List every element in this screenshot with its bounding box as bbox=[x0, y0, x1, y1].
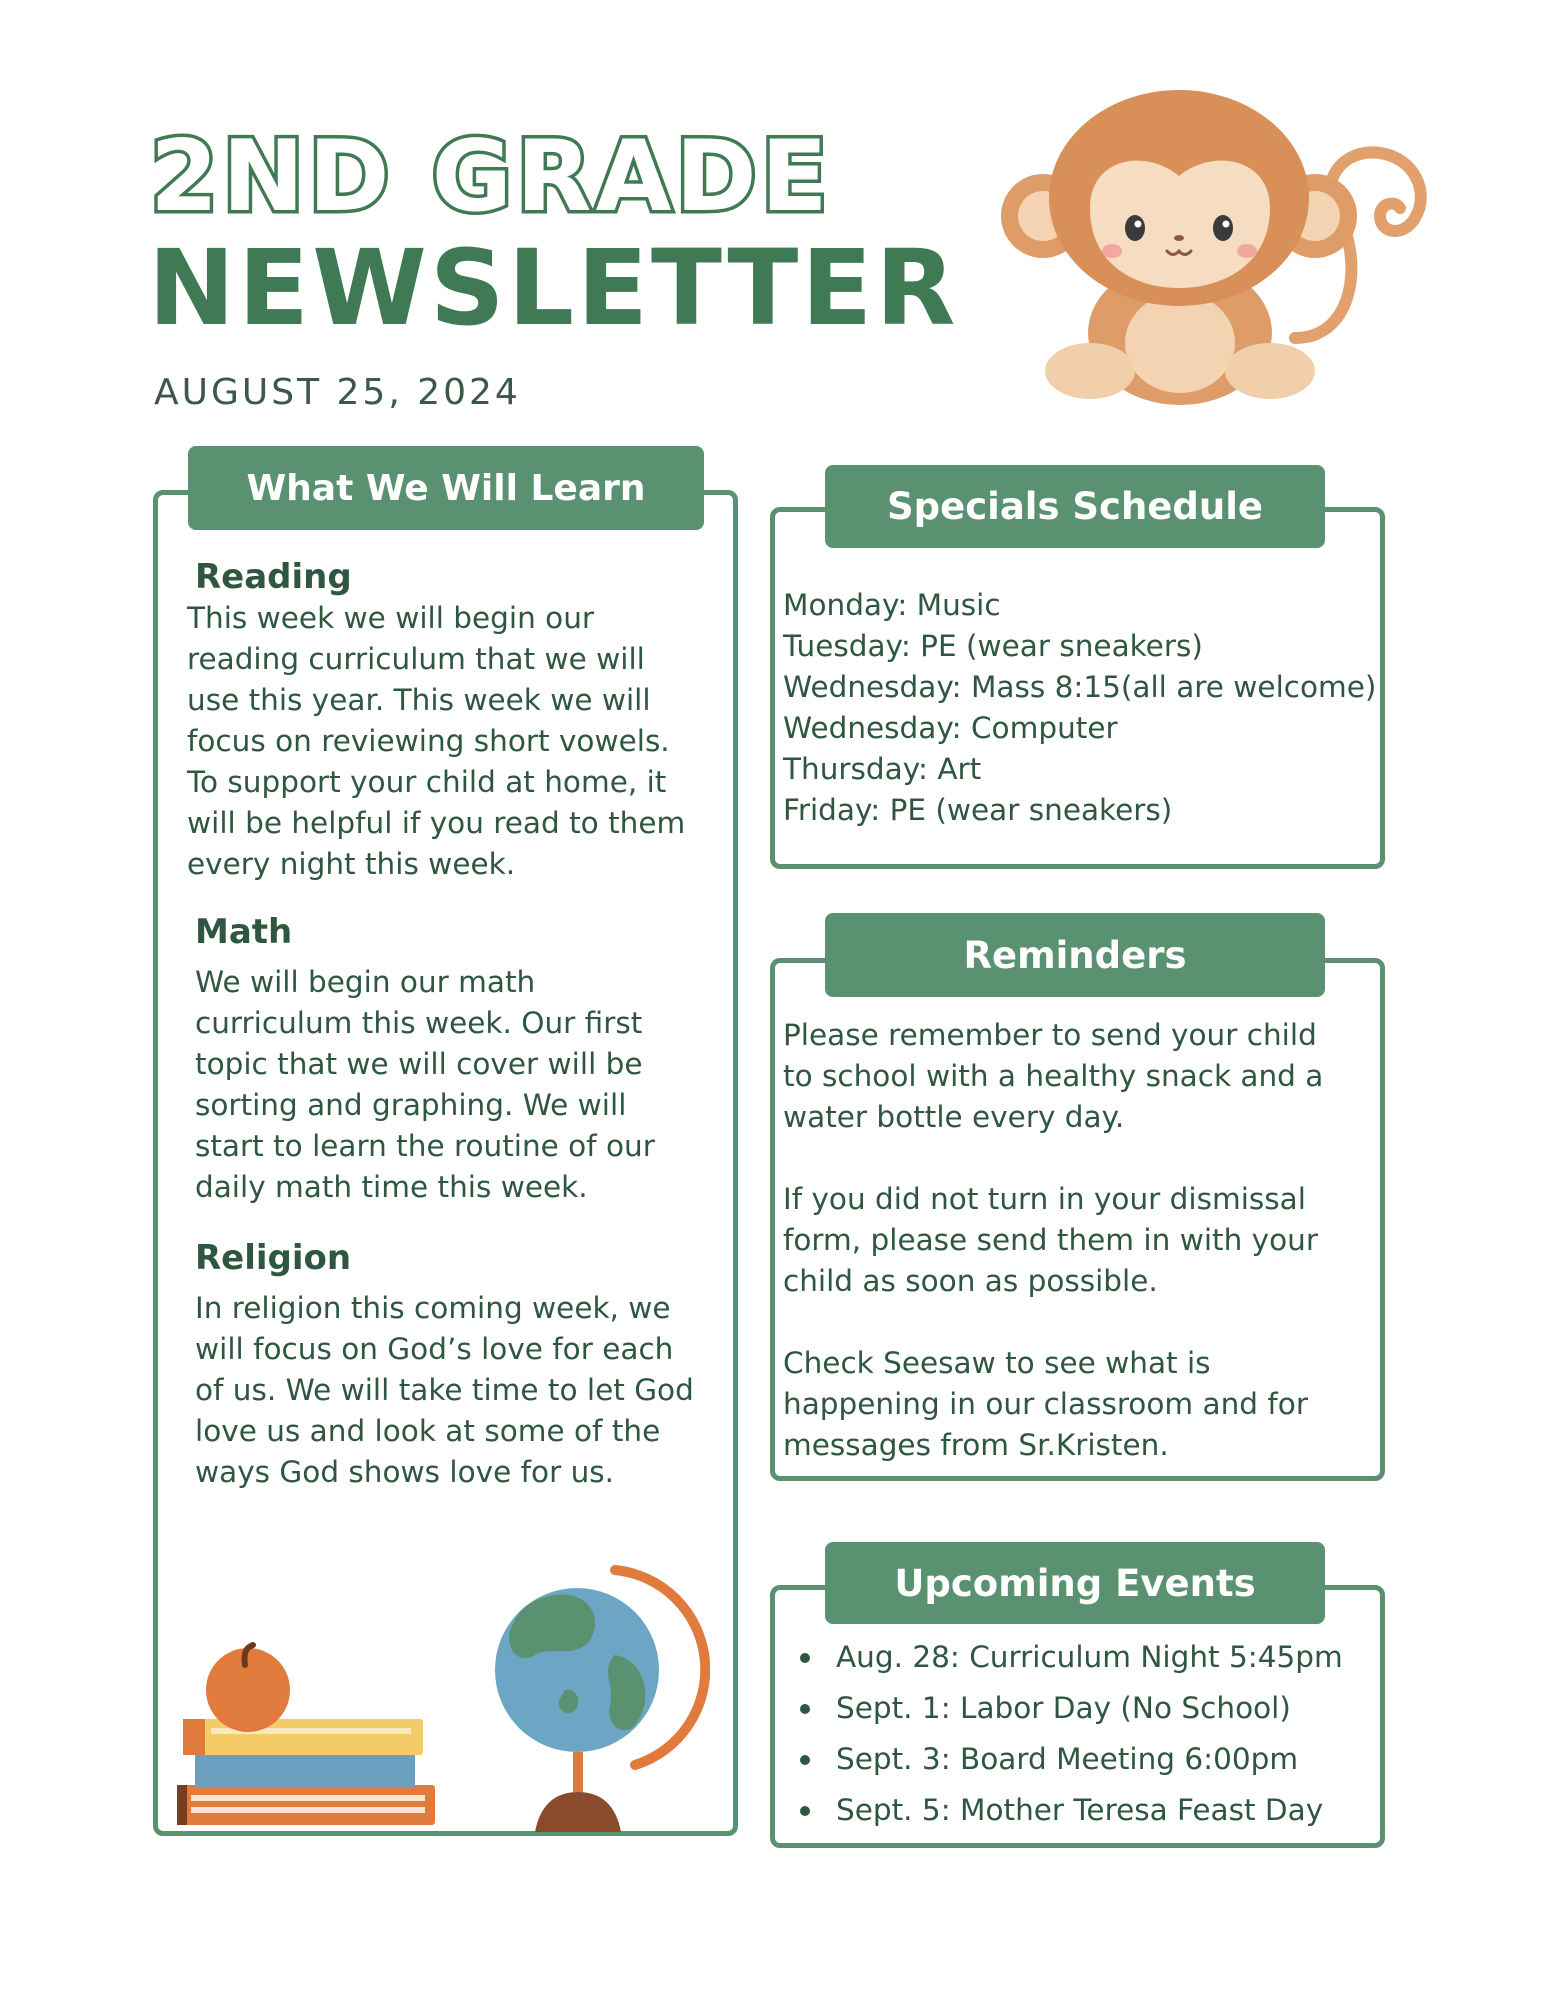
event-item: Sept. 1: Labor Day (No School) bbox=[800, 1683, 1343, 1734]
event-item: Sept. 5: Mother Teresa Feast Day bbox=[800, 1785, 1343, 1836]
reminders-heading: Reminders bbox=[825, 913, 1325, 997]
math-text: We will begin our math curriculum this week. Our first topic that we will cover will be sorting and graphing. We will start to learn the routine of our daily math time this week. bbox=[195, 965, 655, 1204]
reading-title: Reading bbox=[195, 557, 352, 597]
event-item: Sept. 3: Board Meeting 6:00pm bbox=[800, 1734, 1343, 1785]
reading-text: This week we will begin our reading curriculum that we will use this year. This week we will focus on reviewing short vowels. To support your child at home, it will be helpful if you read to them every night this week. bbox=[187, 601, 686, 881]
monkey-illustration bbox=[995, 88, 1455, 408]
reminders-text: Please remember to send your child to school with a healthy snack and a water bottle every day. If you did not turn in your dismissal form, please send them in with your child as soon as possible. Check Seesaw to see what is happening in our classroom and for messages from Sr.Kristen. bbox=[783, 1018, 1324, 1462]
bullet-icon bbox=[800, 1704, 810, 1714]
specials-item: Thursday: Art bbox=[783, 752, 982, 786]
specials-item: Tuesday: PE (wear sneakers) bbox=[783, 629, 1203, 663]
specials-item: Wednesday: Mass 8:15(all are welcome) bbox=[783, 670, 1377, 704]
events-list bbox=[800, 1632, 1343, 1836]
bullet-icon bbox=[800, 1806, 810, 1816]
bullet-icon bbox=[800, 1653, 810, 1663]
events-heading: Upcoming Events bbox=[825, 1542, 1325, 1624]
bullet-icon bbox=[800, 1755, 810, 1765]
books-apple-illustration bbox=[175, 1635, 445, 1835]
newsletter-title-line2: NEWSLETTER bbox=[148, 227, 959, 349]
religion-text: In religion this coming week, we will focus on God’s love for each of us. We will take time to let God love us and look at some of the ways God shows love for us. bbox=[195, 1291, 694, 1489]
specials-list bbox=[783, 585, 1376, 831]
specials-item: Monday: Music bbox=[783, 588, 1001, 622]
learn-heading: What We Will Learn bbox=[188, 446, 704, 530]
newsletter-title-line1: 2ND GRADE bbox=[150, 120, 832, 234]
globe-illustration bbox=[495, 1560, 710, 1835]
specials-item: Wednesday: Computer bbox=[783, 711, 1118, 745]
math-title: Math bbox=[195, 912, 293, 952]
specials-item: Friday: PE (wear sneakers) bbox=[783, 793, 1173, 827]
newsletter-date: AUGUST 25, 2024 bbox=[154, 372, 521, 413]
religion-title: Religion bbox=[195, 1238, 352, 1278]
event-item: Aug. 28: Curriculum Night 5:45pm bbox=[800, 1632, 1343, 1683]
specials-heading: Specials Schedule bbox=[825, 465, 1325, 548]
